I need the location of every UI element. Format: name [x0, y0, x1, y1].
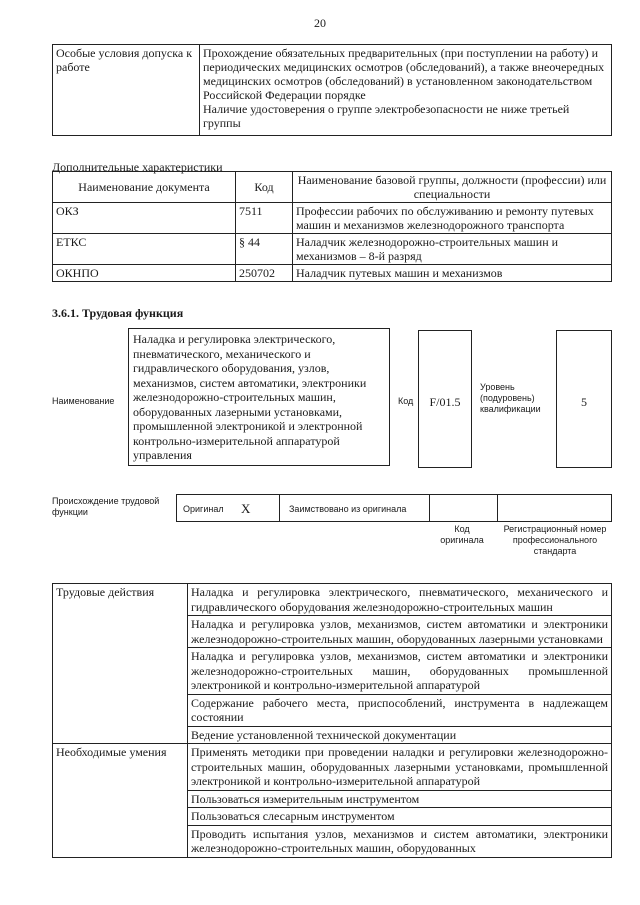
function-code-label: Код [398, 396, 414, 406]
table-row [53, 234, 612, 265]
header-doc: Наименование документа [53, 172, 236, 203]
origin-original-label: Оригинал [183, 504, 224, 514]
additional-title: Дополнительные характеристики [52, 160, 223, 174]
cell-doc: ОКЗ [53, 203, 236, 234]
origin-label: Происхождение трудовой функции [52, 496, 160, 517]
origin-mark: X [241, 501, 251, 516]
skill-item: Пользоваться слесарным инструментом [188, 808, 612, 826]
action-item: Наладка и регулировка электрического, пневматического, механического и гидравлического оборудования железнодорожно-строительных машин [188, 584, 612, 616]
header-code: Код [236, 172, 293, 203]
special-conditions-label: Особые условия допуска к работе [53, 45, 200, 136]
function-level-box: 5 [556, 330, 612, 468]
function-level-label: Уровень (подуровень) квалификации [480, 382, 541, 414]
function-heading: 3.6.1. Трудовая функция [52, 306, 184, 320]
special-conditions-value [200, 45, 612, 136]
action-item: Ведение установленной технической документации [188, 726, 612, 744]
skill-item: Проводить испытания узлов, механизмов и систем автоматики, электроники железнодорожно-строительных машин, оборудованных [188, 825, 612, 857]
cell-code: 250702 [236, 265, 293, 282]
special-conditions-table [52, 44, 612, 136]
cell-name: Наладчик железнодорожно-строительных машин и механизмов – 8-й разряд [293, 234, 612, 265]
origin-row [176, 494, 612, 522]
table-row [53, 584, 612, 616]
function-code-box: F/01.5 [418, 330, 472, 468]
origin-reg-caption: Регистрационный номер профессионального стандарта [503, 524, 607, 556]
action-item: Наладка и регулировка узлов, механизмов, систем автоматики и электроники железнодорожно-строительных машин, оборудованных промышленной электроникой и контрольно-измерительной аппаратурой [188, 648, 612, 695]
skill-item: Применять методики при проведении наладки и регулировки железнодорожно-строительных машин, оборудованных лазерными установками, промышленной электроникой и контрольно-измерительной аппаратурой [188, 744, 612, 791]
header-name: Наименование базовой группы, должности (профессии) или специальности [293, 172, 612, 203]
cell-code: § 44 [236, 234, 293, 265]
table-row [53, 744, 612, 791]
action-item: Содержание рабочего места, приспособлений, инструмента в надлежащем состоянии [188, 694, 612, 726]
additional-table [52, 171, 612, 282]
cell-doc: ЕТКС [53, 234, 236, 265]
action-item: Наладка и регулировка узлов, механизмов, систем автоматики и электроники железнодорожно-строительных машин, оборудованных лазерными установками [188, 616, 612, 648]
origin-divider [497, 495, 498, 521]
skills-label: Необходимые умения [53, 744, 188, 858]
cell-name: Наладчик путевых машин и механизмов [293, 265, 612, 282]
cell-code: 7511 [236, 203, 293, 234]
table-header-row [53, 172, 612, 203]
function-name-box: Наладка и регулировка электрического, пневматического, механического и гидравлического оборудования, узлов, механизмов, систем автоматики, электроники железнодорожно-строительных машин, оборудованных лазерными установками, промышленной электроникой и электронной контрольно-измерительной аппаратурой управления [128, 328, 390, 466]
page-number: 20 [314, 16, 326, 30]
origin-divider [279, 495, 280, 521]
table-row [53, 265, 612, 282]
actions-label: Трудовые действия [53, 584, 188, 744]
special-condition-line: Наличие удостоверения о группе электробезопасности не ниже третьей группы [203, 102, 570, 130]
cell-name: Профессии рабочих по обслуживанию и ремонту путевых машин и механизмов железнодорожного транспорта [293, 203, 612, 234]
function-name-label: Наименование [52, 396, 115, 406]
table-row [53, 203, 612, 234]
origin-borrowed-label: Заимствовано из оригинала [289, 504, 407, 514]
special-condition-line: Прохождение обязательных предварительных (при поступлении на работу) и периодических медицинских осмотров (обследований), а также внеочередных медицинских осмотров (обследований) в установленном законодательством Российской Федерации порядке [203, 46, 605, 102]
skill-item: Пользоваться измерительным инструментом [188, 790, 612, 808]
table-row [53, 45, 612, 136]
origin-divider [429, 495, 430, 521]
origin-code-caption: Код оригинала [440, 524, 484, 545]
cell-doc: ОКНПО [53, 265, 236, 282]
actions-skills-table [52, 583, 612, 858]
